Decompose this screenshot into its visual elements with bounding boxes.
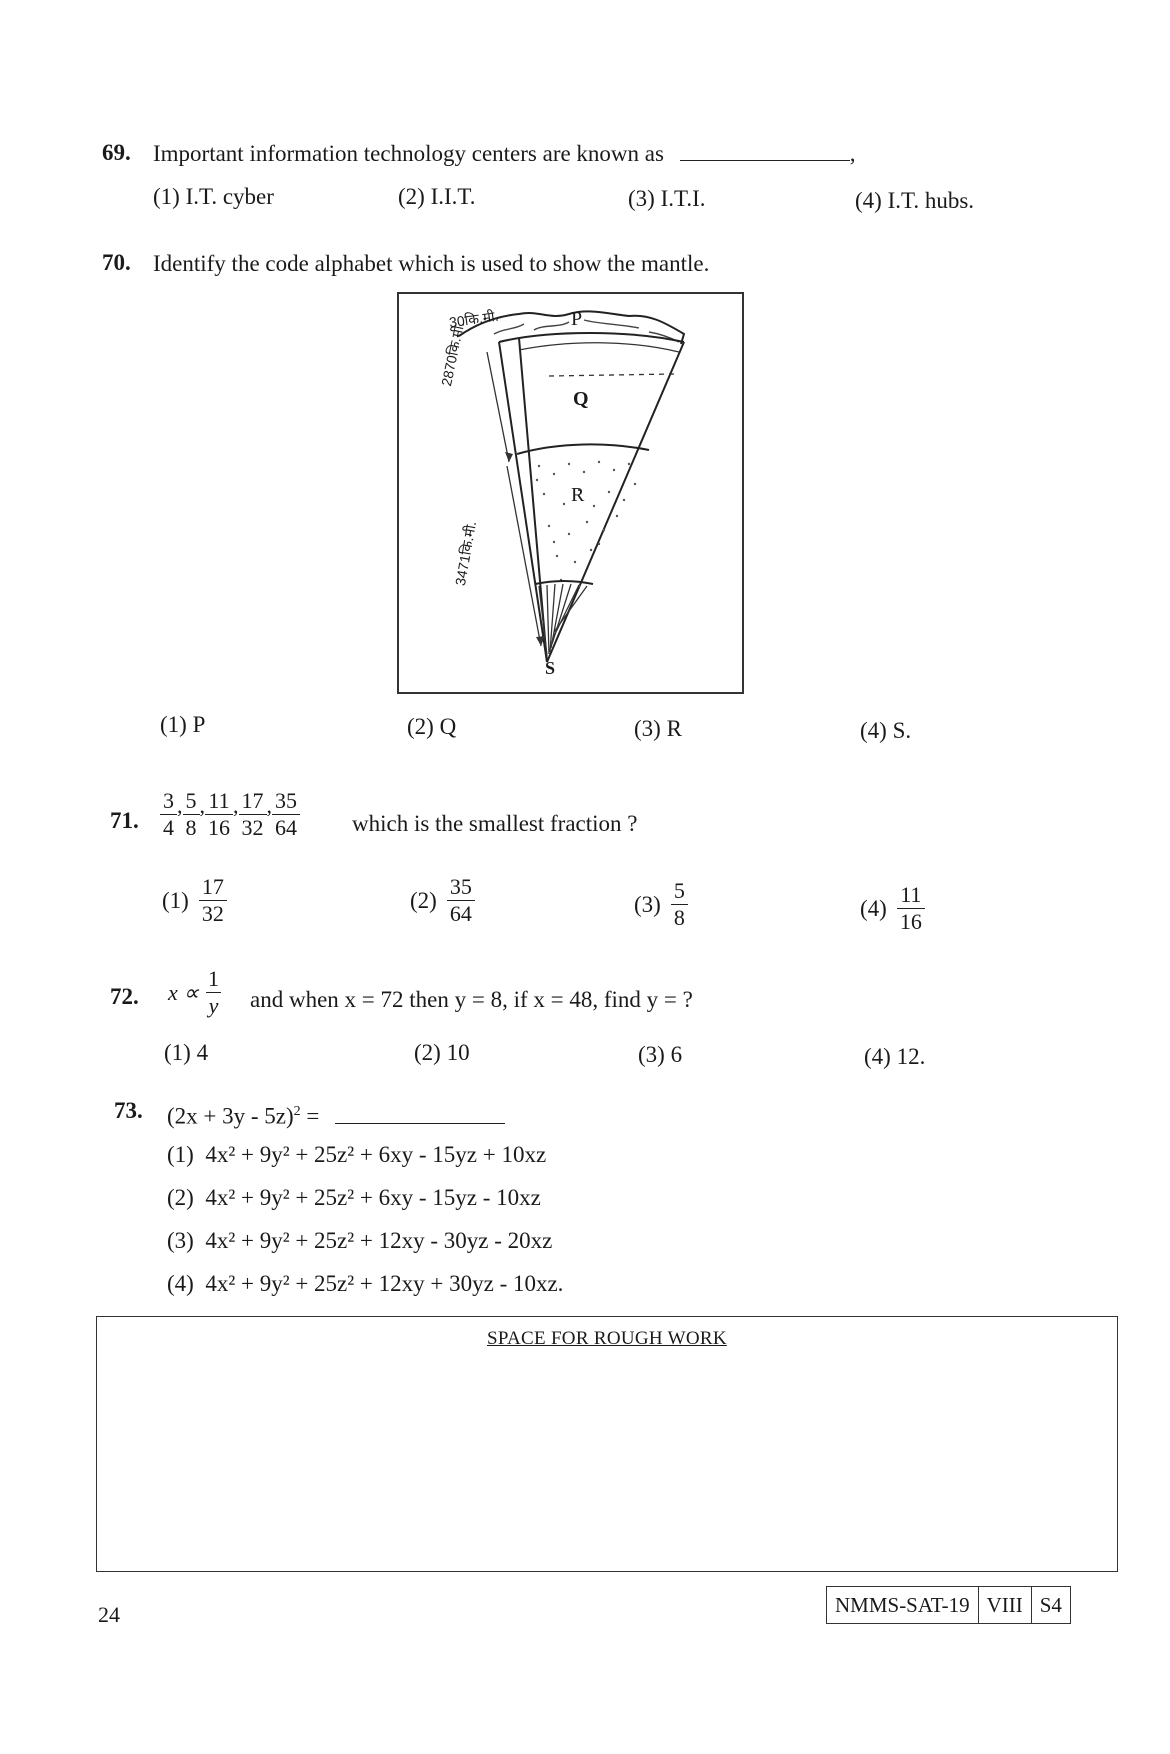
option-label: (1) <box>167 1142 194 1167</box>
option-fraction: $\frac{5}{8}$ <box>671 878 688 931</box>
fraction: $\frac{11}{16}$ <box>205 788 233 841</box>
page-number: 24 <box>98 1602 120 1627</box>
question-number-70: 70. <box>102 250 131 275</box>
label-s: S <box>545 658 556 678</box>
question-number-72: 72. <box>110 984 139 1009</box>
fraction: $\frac{3}{4}$ <box>160 788 177 841</box>
q73-option-4 <box>167 1271 563 1297</box>
q71-option-4 <box>860 882 925 935</box>
q70-option-4: (4) S. <box>860 718 912 743</box>
fraction: $\frac{5}{8}$ <box>183 788 200 841</box>
q73-option-2 <box>167 1185 541 1211</box>
q71-fraction-list <box>160 788 300 841</box>
q72-option-2: (2) 10 <box>414 1040 470 1065</box>
question-73-expression <box>167 1098 505 1131</box>
label-q: Q <box>573 388 589 410</box>
label-p: P <box>571 308 583 330</box>
fraction-separator: , <box>266 793 272 818</box>
q69-option-3: (3) I.T.I. <box>628 186 706 211</box>
label-r: R <box>571 484 585 506</box>
question-72-expression <box>168 966 222 1019</box>
option-text: 4x² + 9y² + 25z² + 12xy + 30yz - 10xz. <box>205 1271 564 1296</box>
option-label: (2) <box>167 1185 194 1210</box>
fraction-separator: , <box>177 793 183 818</box>
fraction: $\frac{17}{32}$ <box>239 788 267 841</box>
question-69-stem: Important information technology centers are known as <box>153 141 664 166</box>
q69-option-2: (2) I.I.T. <box>398 184 476 209</box>
inverse-fraction: $\frac{1}{y}$ <box>205 966 222 1019</box>
core-depth-label: 3471कि.मी. <box>451 519 480 587</box>
q71-option-3 <box>634 878 688 931</box>
exam-code: NMMS-SAT-19 <box>835 1592 970 1617</box>
equals-sign: = <box>300 1103 320 1129</box>
set-code: S4 <box>1031 1587 1070 1623</box>
option-text: 4x² + 9y² + 25z² + 12xy - 30yz - 20xz <box>205 1228 553 1253</box>
answer-blank <box>335 1123 505 1124</box>
inner-core-hatching <box>539 584 587 656</box>
option-label: (2) <box>410 887 437 913</box>
option-fraction: $\frac{11}{16}$ <box>897 882 925 935</box>
fraction-separator: , <box>233 793 239 818</box>
q73-option-1 <box>167 1142 546 1168</box>
option-text: 4x² + 9y² + 25z² + 6xy - 15yz + 10xz <box>205 1142 547 1167</box>
expression-exponent: 2 <box>293 1104 301 1119</box>
question-number-69: 69. <box>102 140 131 165</box>
q72-option-4: (4) 12. <box>864 1044 926 1069</box>
option-fraction: $\frac{35}{64}$ <box>447 874 475 927</box>
option-label: (4) <box>167 1271 194 1296</box>
rough-work-area[interactable] <box>96 1316 1118 1572</box>
question-70-text: Identify the code alphabet which is used to show the mantle. <box>153 251 710 276</box>
q70-option-3: (3) R <box>634 716 682 741</box>
fraction: $\frac{35}{64}$ <box>272 788 300 841</box>
option-fraction: $\frac{17}{32}$ <box>199 874 227 927</box>
question-72-text: and when x = 72 then y = 8, if x = 48, find y = ? <box>250 987 693 1012</box>
q69-option-4: (4) I.T. hubs. <box>855 188 975 213</box>
proportional-lhs: x ∝ <box>168 979 199 1005</box>
option-text: 4x² + 9y² + 25z² + 6xy - 15yz - 10xz <box>205 1185 541 1210</box>
option-label: (4) <box>860 895 887 921</box>
question-number-73: 73. <box>114 1098 143 1123</box>
q69-option-1: (1) I.T. cyber <box>153 184 274 209</box>
q71-option-2 <box>410 874 475 927</box>
question-number-71: 71. <box>110 808 139 833</box>
question-71-text: which is the smallest fraction ? <box>352 811 638 836</box>
q70-option-2: (2) Q <box>407 714 457 739</box>
q73-option-3 <box>167 1228 552 1254</box>
option-label: (3) <box>634 891 661 917</box>
earth-interior-diagram <box>397 292 744 694</box>
option-label: (1) <box>162 887 189 913</box>
q71-option-1 <box>162 874 227 927</box>
q72-option-1: (1) 4 <box>164 1040 209 1065</box>
question-69-text <box>153 140 855 168</box>
crust-depth-label: 30कि.मी. <box>448 307 500 331</box>
rough-work-title: SPACE FOR ROUGH WORK <box>487 1328 727 1349</box>
outer-core-stipple <box>536 461 636 587</box>
paper-code-box <box>826 1586 1071 1624</box>
fraction-separator: , <box>199 793 205 818</box>
option-label: (3) <box>167 1228 194 1253</box>
expression-base: (2x + 3y - 5z) <box>167 1103 294 1129</box>
blank-comma: , <box>849 141 856 166</box>
q72-option-3: (3) 6 <box>638 1042 683 1067</box>
class-code: VIII <box>978 1587 1031 1623</box>
q70-option-1: (1) P <box>160 712 206 737</box>
mantle-depth-label: 2870कि.मी. <box>437 320 468 388</box>
answer-blank <box>680 160 850 161</box>
